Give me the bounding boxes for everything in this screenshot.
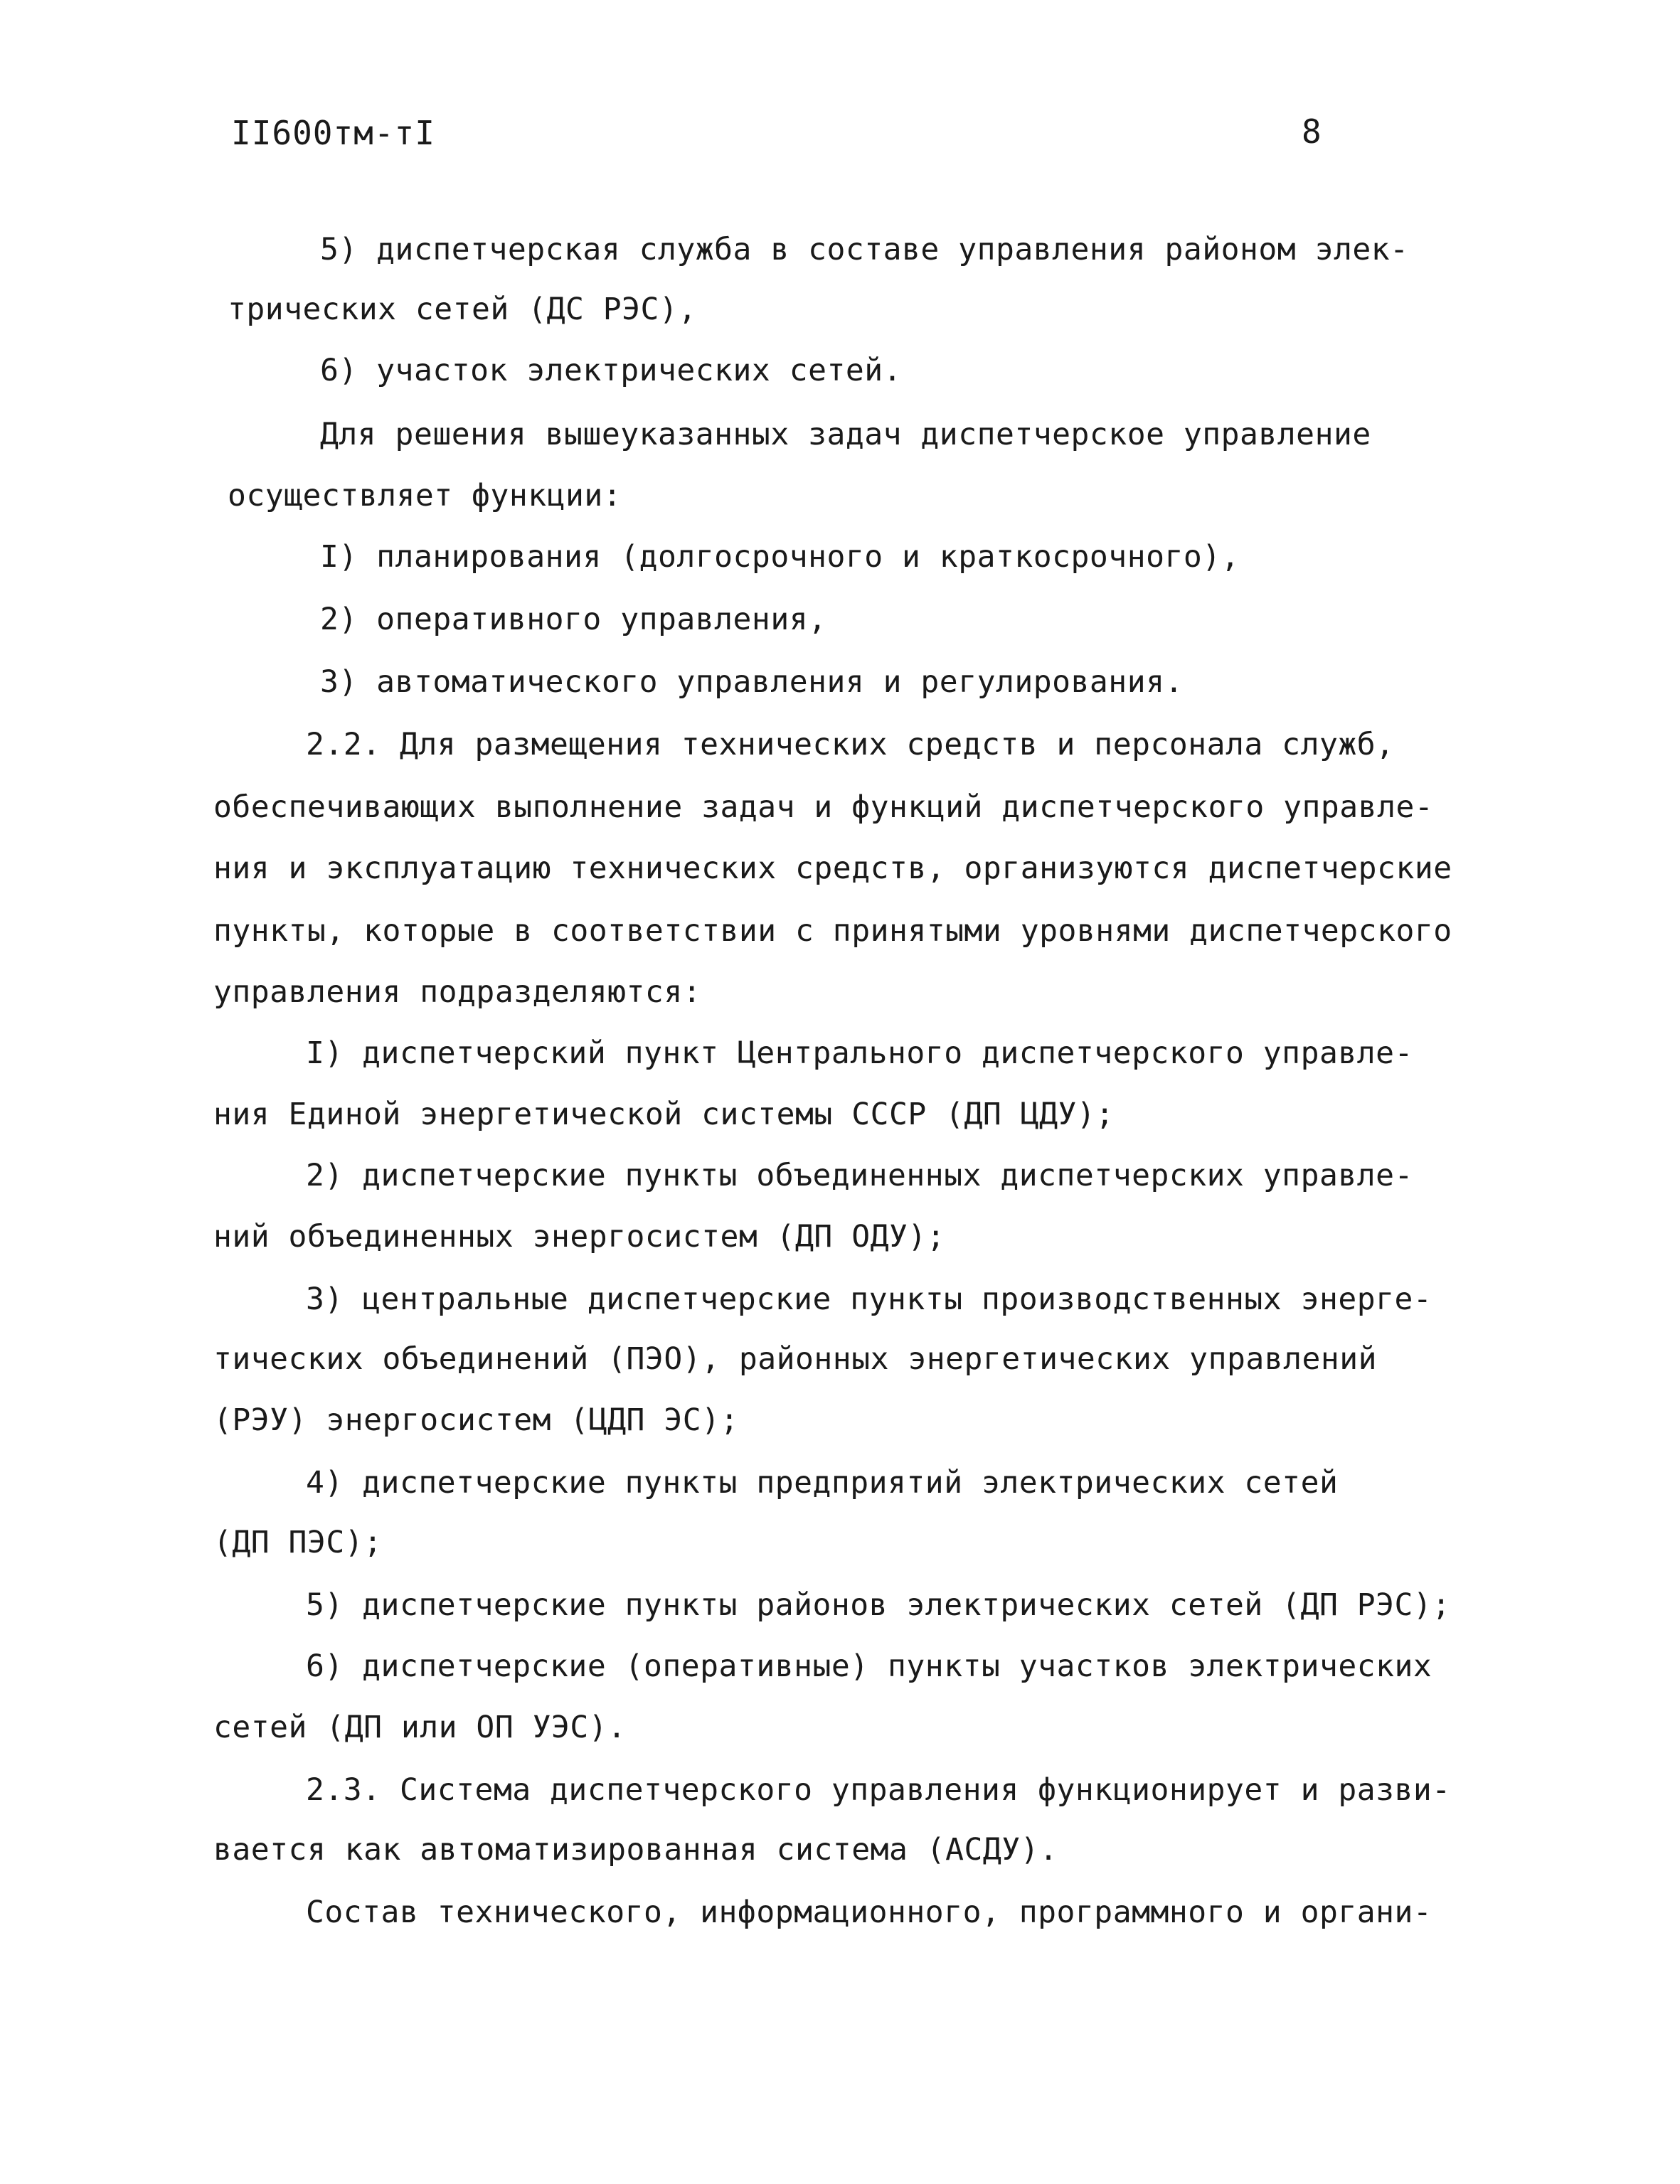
text-line: (РЭУ) энергосистем (ЦДП ЭС);: [213, 1402, 739, 1438]
text-line: ния и эксплуатацию технических средств, организуются диспетчерские: [213, 851, 1452, 886]
text-line: управления подразделяются:: [213, 974, 702, 1010]
text-line: ния Единой энергетической системы СССР (ДП ЦДУ);: [213, 1097, 1115, 1132]
text-line: Для решения вышеуказанных задач диспетчерское управление: [320, 417, 1371, 452]
document-code: II600тм-тI: [231, 114, 435, 152]
text-line: трических сетей (ДС РЭС),: [228, 292, 697, 327]
text-line: 5) диспетчерская служба в составе управления районом элек-: [320, 232, 1409, 267]
text-line: обеспечивающих выполнение задач и функций диспетчерского управле-: [213, 789, 1434, 825]
text-line: 5) диспетчерские пункты районов электрических сетей (ДП РЭС);: [306, 1587, 1451, 1623]
text-line: I) планирования (долгосрочного и краткосрочного),: [320, 539, 1240, 575]
text-line: тических объединений (ПЭО), районных энергетических управлений: [213, 1341, 1378, 1377]
text-line: пункты, которые в соответствии с принятыми уровнями диспетчерского: [213, 913, 1452, 949]
text-line: ний объединенных энергосистем (ДП ОДУ);: [213, 1219, 946, 1255]
text-line: 2) оперативного управления,: [320, 602, 827, 637]
text-line: (ДП ПЭС);: [213, 1525, 383, 1560]
text-line: 4) диспетчерские пункты предприятий электрических сетей: [306, 1465, 1339, 1501]
text-line: 2.2. Для размещения технических средств и персонала служб,: [306, 727, 1395, 762]
text-line: вается как автоматизированная система (АСДУ).: [213, 1832, 1058, 1868]
text-line: 3) центральные диспетчерские пункты производственных энерге-: [306, 1282, 1432, 1317]
text-line: 6) диспетчерские (оперативные) пункты участков электрических: [306, 1648, 1432, 1684]
page-number: 8: [1302, 112, 1322, 151]
text-line: 6) участок электрических сетей.: [320, 353, 903, 388]
text-line: I) диспетчерский пункт Центрального диспетчерского управле-: [306, 1035, 1413, 1071]
text-line: 3) автоматического управления и регулирования.: [320, 664, 1184, 700]
text-line: 2.3. Система диспетчерского управления функционирует и разви-: [306, 1772, 1451, 1808]
text-line: осуществляет функции:: [228, 478, 622, 513]
text-line: сетей (ДП или ОП УЭС).: [213, 1710, 627, 1745]
text-line: Состав технического, информационного, программного и органи-: [306, 1895, 1432, 1930]
text-line: 2) диспетчерские пункты объединенных диспетчерских управле-: [306, 1158, 1413, 1193]
